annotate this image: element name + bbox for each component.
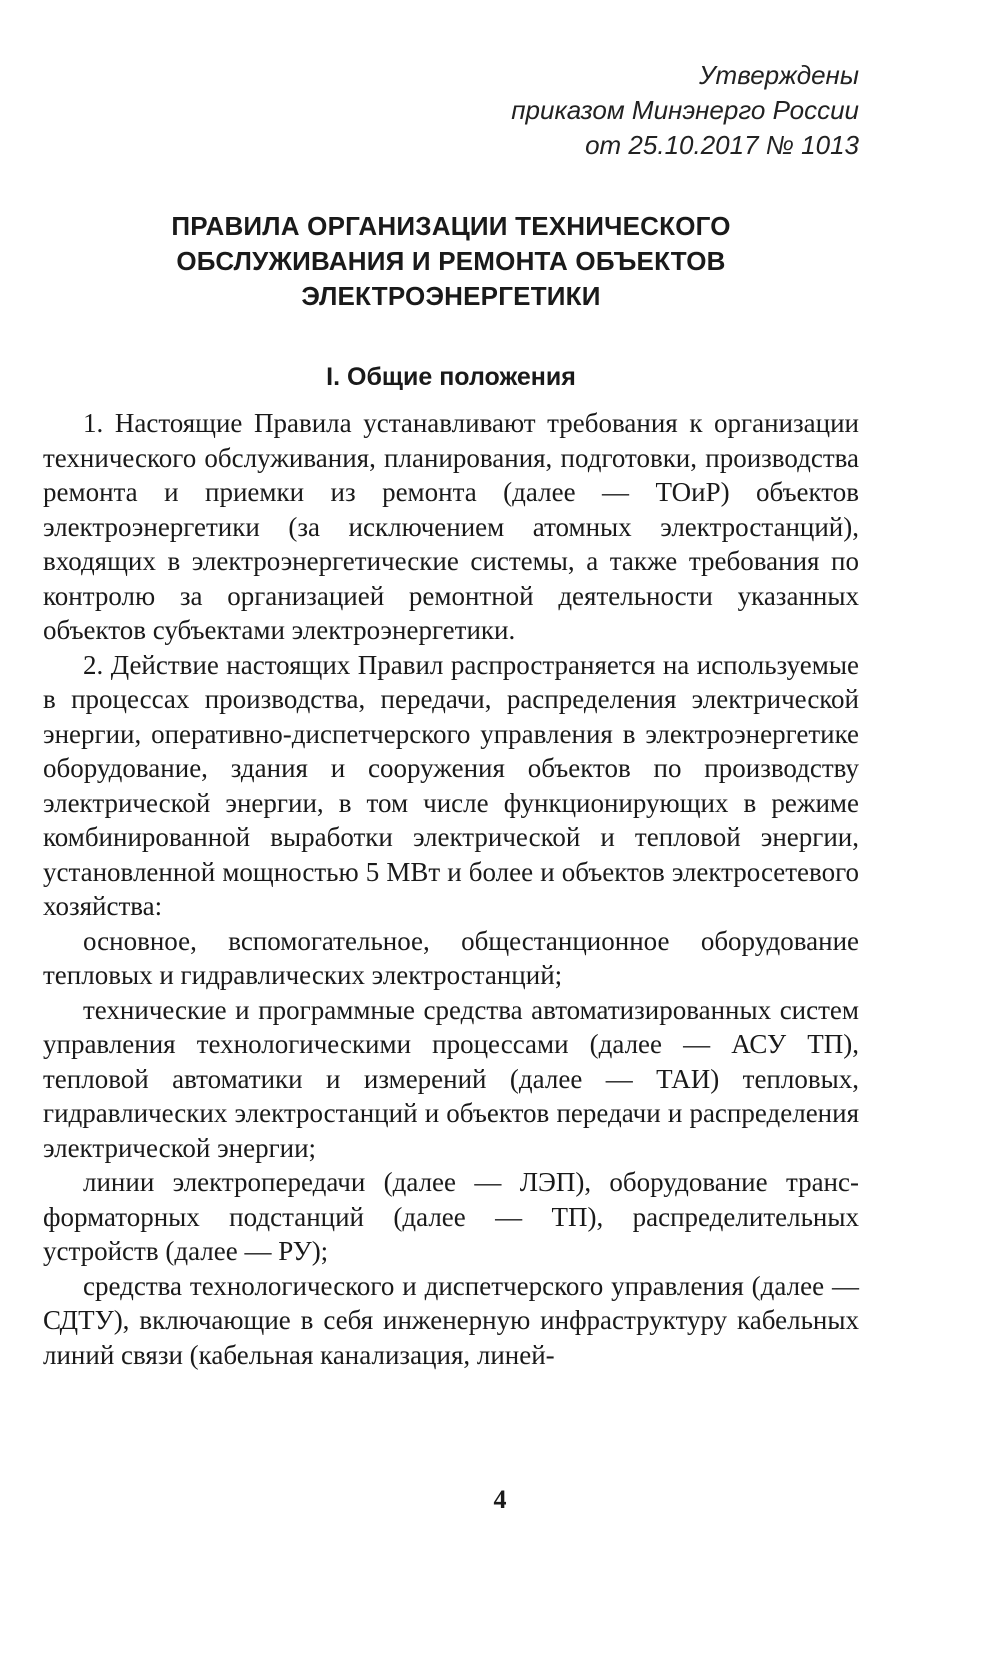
approval-line-1: Утверждены (698, 60, 859, 90)
approval-block (43, 58, 859, 163)
approval-line-3: от 25.10.2017 № 1013 (585, 130, 859, 160)
approval-line-2: приказом Минэнерго России (511, 95, 859, 125)
document-page (43, 58, 859, 1372)
document-title-line-3: ЭЛЕКТРОЭНЕРГЕТИКИ (301, 281, 601, 311)
paragraph-3: основное, вспомогательное, общестанционное оборудование тепловых и гидравлических электростанций; (43, 925, 859, 990)
page-number: 4 (493, 1485, 507, 1514)
section-title: I. Общие положения (326, 363, 576, 391)
paragraph-4: технические и программные средства автоматизированных систем управления технологическими процессами (далее — АСУ ТП), тепловой автоматики и измерений (далее — ТАИ) тепловых, гидравлических электростанций и объектов передачи и распределения электрической энергии; (43, 994, 859, 1163)
document-title (43, 209, 859, 314)
document-title-line-2: ОБСЛУЖИВАНИЯ И РЕМОНТА ОБЪЕКТОВ (176, 246, 726, 276)
document-title-line-1: ПРАВИЛА ОРГАНИЗАЦИИ ТЕХНИЧЕСКОГО (171, 211, 731, 241)
paragraph-1: 1. Настоящие Правила устанавливают требования к организации технического обслуживания, планирования, подготовки, производства ремонта и приемки из ремонта (далее — ТОиР) объектов электроэнергетики (за исключением атомных электростанций), входящих в электроэнергетические системы, а также требования по контролю за организацией ремонтной деятельности указанных объектов субъектами электроэнергетики. (43, 408, 859, 645)
paragraph-2: 2. Действие настоящих Правил распространяется на используемые в процессах производства, передачи, распределения электрической энергии, оперативно-диспетчерского управления в электроэнергетике оборудование, здания и сооружения объектов по производству электрической энергии, в том числе функционирующих в режиме комбинированной выработки электрической и тепловой энергии, установленной мощностью 5 МВт и более и объектов электросетевого хозяйства: (43, 649, 859, 921)
paragraph-5: линии электропередачи (далее — ЛЭП), оборудование трансформаторных подстанций (далее — ТП), распределительных устройств (далее — РУ); (43, 1167, 859, 1266)
paragraph-6: средства технологического и диспетчерского управления (далее — СДТУ), включающие в себя инженерную инфраструктуру кабельных линий связи (кабельная канализация, линей- (43, 1270, 859, 1370)
body-text (43, 406, 859, 1372)
